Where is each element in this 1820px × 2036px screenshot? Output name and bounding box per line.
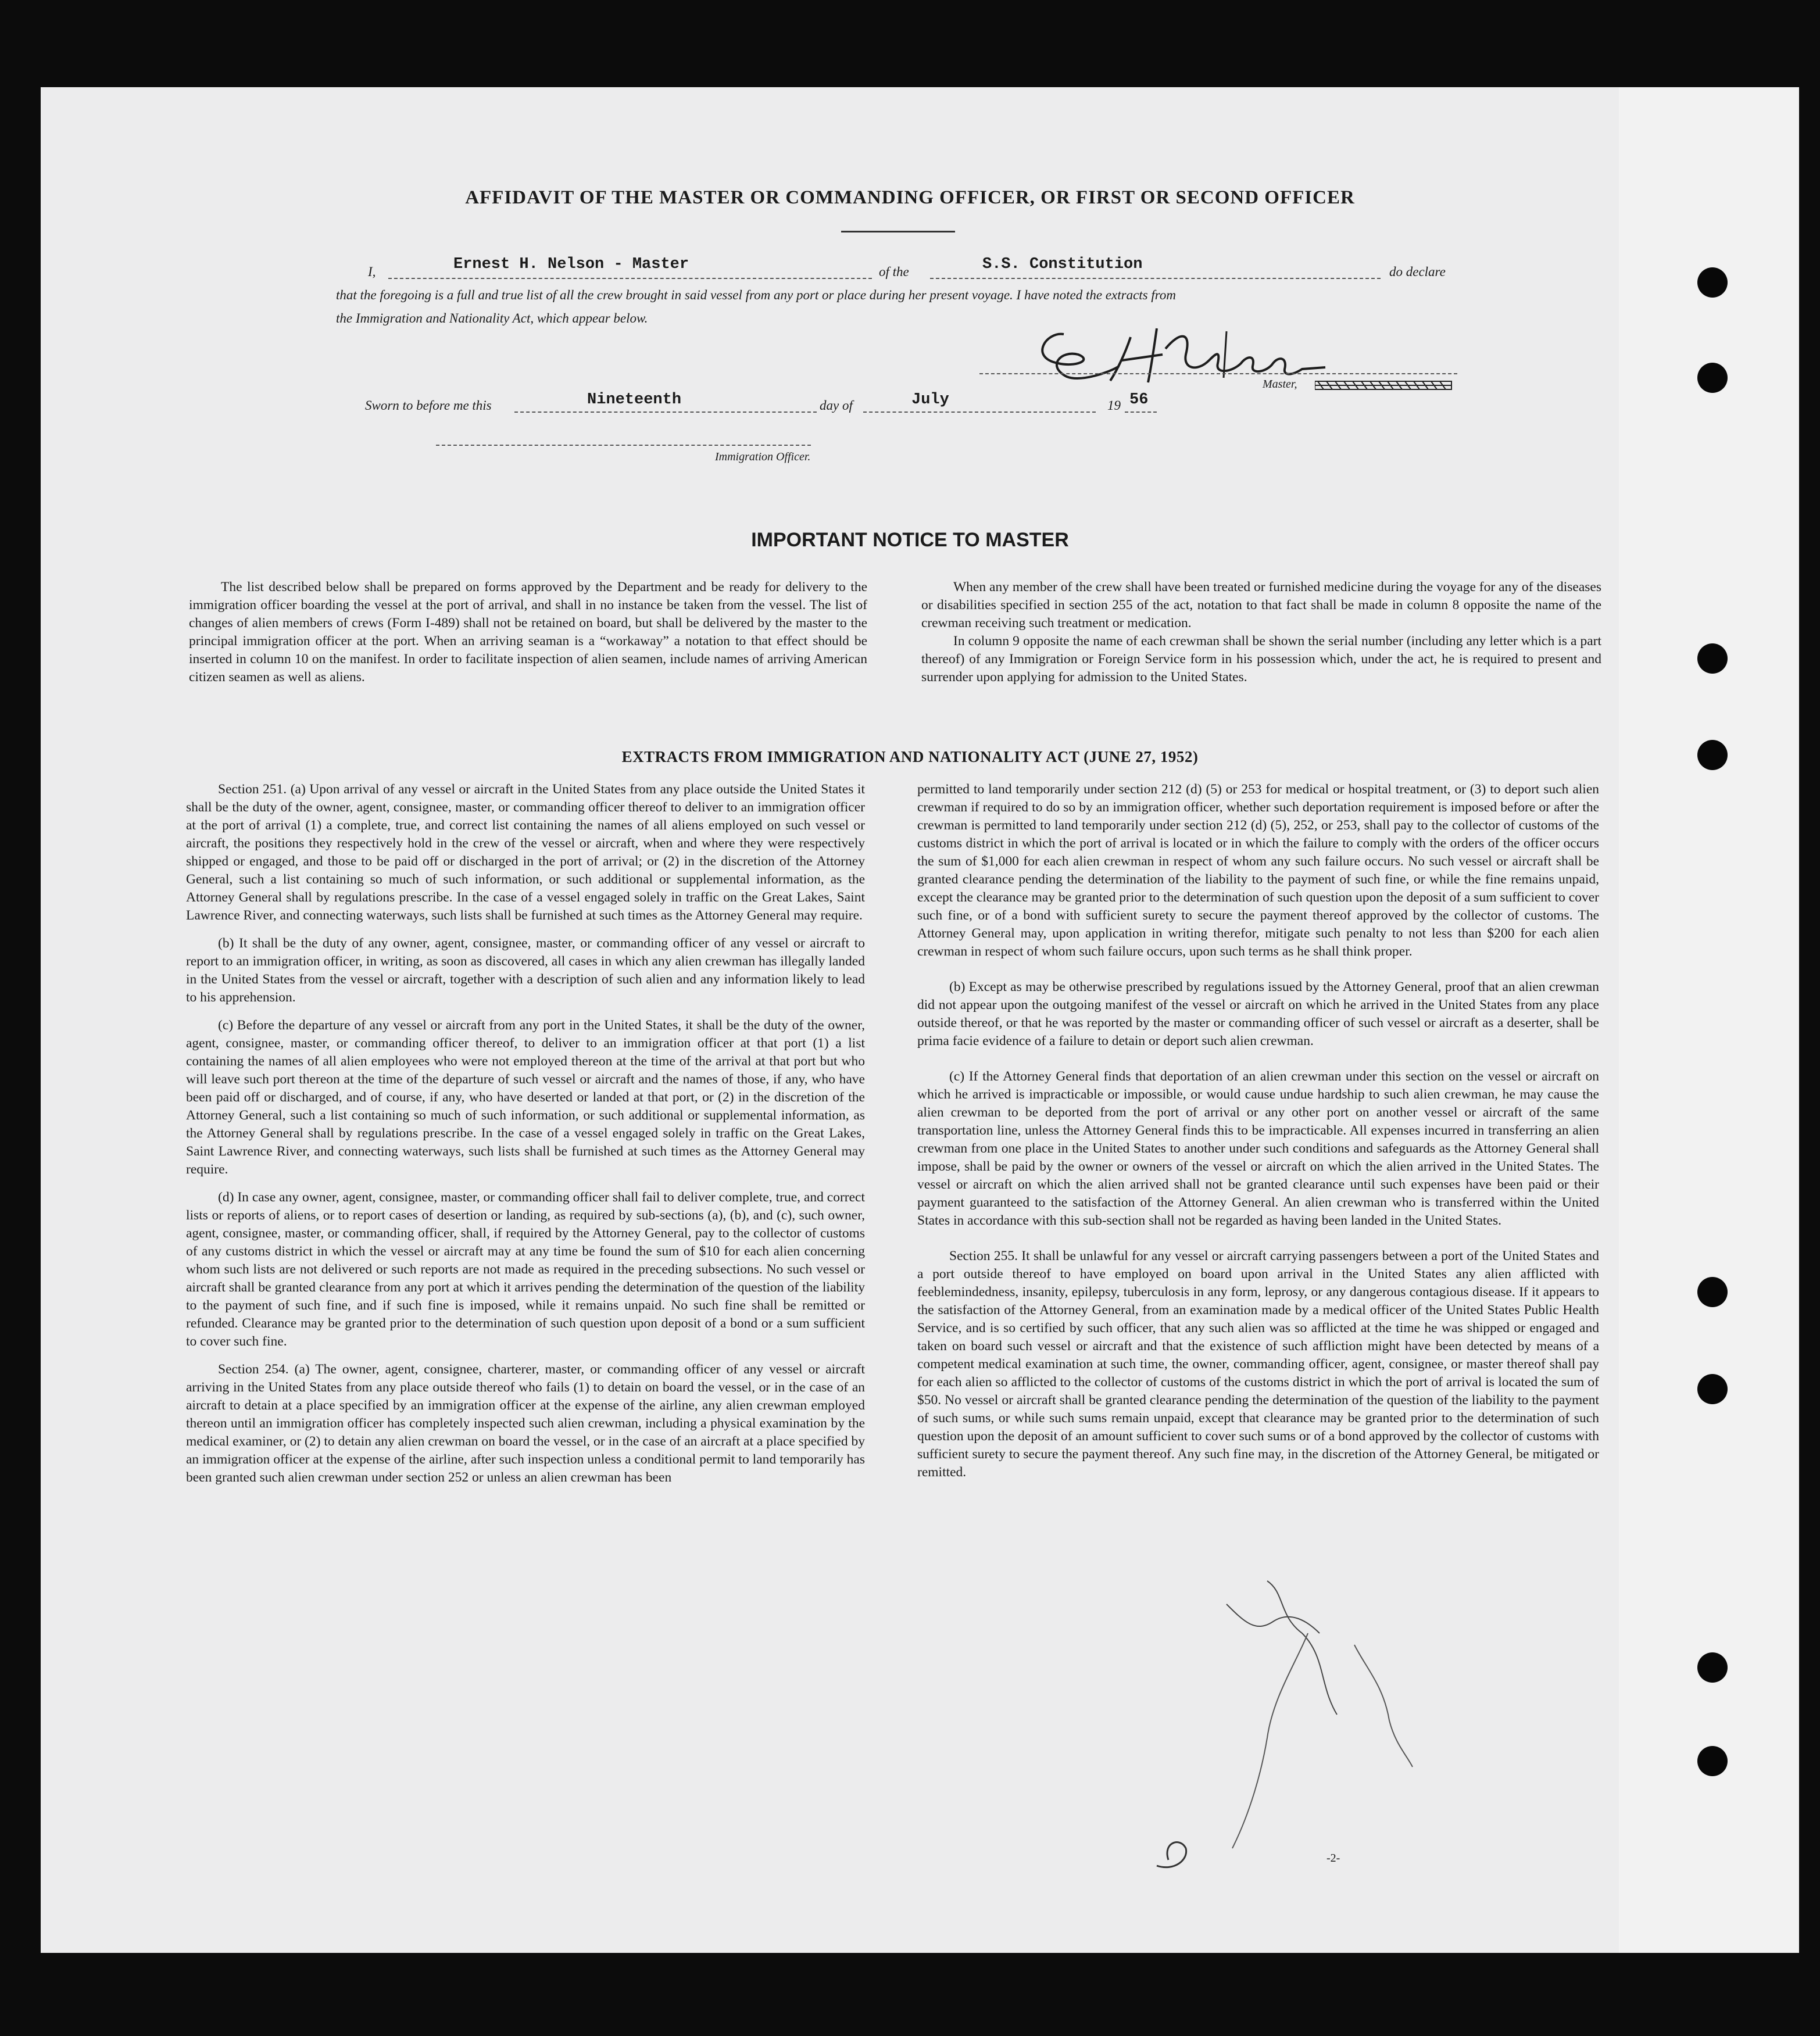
affidavit-text-line-2: the Immigration and Nationality Act, which appear below. — [336, 311, 648, 325]
page-mark: -2- — [1326, 1852, 1340, 1865]
extracts-right-column — [917, 781, 1599, 1482]
immigration-officer-label: Immigration Officer. — [715, 450, 811, 463]
signature-line — [979, 373, 1457, 374]
binder-hole — [1697, 267, 1728, 298]
extracts-title: EXTRACTS FROM IMMIGRATION AND NATIONALITY ACT (JUNE 27, 1952) — [621, 748, 1199, 765]
day-line — [514, 412, 817, 413]
day-of-label: day of — [820, 398, 853, 413]
master-label: Master, — [1263, 378, 1297, 391]
year-prefix: 19 — [1107, 398, 1121, 413]
sworn-label: Sworn to before me this — [365, 398, 492, 413]
act-section: (b) Except as may be otherwise prescribed by regulations issued by the Attorney General, proof that an alien crewman did not appear upon the outgoing manifest of the vessel or aircraft on which he arrived in the United States from any place outside thereof, or that he was reported by the master or commanding officer of such vessel or aircraft as a deserter, shall be prima facie evidence of a failure to detain or deport such alien crewman. — [917, 979, 1599, 1049]
binder-hole — [1697, 1277, 1728, 1307]
binder-hole — [1697, 363, 1728, 393]
affidavit-title: AFFIDAVIT OF THE MASTER OR COMMANDING OFFICER, OR FIRST OR SECOND OFFICER — [465, 187, 1355, 208]
binder-hole — [1697, 643, 1728, 674]
vessel-line — [930, 278, 1381, 279]
act-section: (b) It shall be the duty of any owner, agent, consignee, master, or commanding officer of any vessel or aircraft to report to an immigration officer, in writing, as soon as discovered, all cases in which any alien crewman has illegally landed in the United States from the vessel or aircraft, together with a description of such alien and any information likely to lead to his apprehension. — [186, 936, 865, 1005]
binder-hole — [1697, 1374, 1728, 1404]
notice-title: IMPORTANT NOTICE TO MASTER — [751, 529, 1069, 551]
i-label: I, — [368, 264, 376, 279]
of-the-label: of the — [879, 264, 909, 279]
month-line — [863, 412, 1096, 413]
binder-hole — [1697, 1652, 1728, 1683]
day-value: Nineteenth — [587, 391, 682, 409]
name-line — [388, 278, 872, 279]
notice-paragraph: In column 9 opposite the name of each crewman shall be shown the serial number (including any letter which is a part thereof) of any Immigration or Foreign Service form in his possession which, under the act, he is required to present and surrender upon applying for admission to the United States. — [921, 634, 1601, 685]
extracts-left-column — [186, 781, 865, 1487]
title-underline — [841, 231, 955, 232]
notice-paragraph: When any member of the crew shall have been treated or furnished medicine during the voyage for any of the diseases or disabilities specified in section 255 of the act, notation to that fact shall be made in column 8 opposite the name of the crewman receiving such treatment or medication. — [921, 579, 1601, 631]
act-section: (c) Before the departure of any vessel or aircraft from any port in the United States, it shall be the duty of the owner, agent, consignee, master, or commanding officer thereof, to deliver to an immigration officer at that port (1) a list containing the names of all alien employees who were not employed thereon at the time of the arrival at that port but who will leave such port thereon at the time of the departure of such vessel or aircraft and the names of those, if any, who have been paid off or discharged, and of course, if any, who have deserted or landed at that port, or (2) in the discretion of the Attorney General, such a list containing so much of such information, or such additional or supplemental information, as the Attorney General shall by regulations prescribe. In the case of a vessel engaged solely in traffic on the Great Lakes, Saint Lawrence River, and connecting waterways, such lists shall be furnished at such times as the Attorney General may require. — [186, 1018, 865, 1177]
notice-right-column — [921, 578, 1601, 686]
month-value: July — [911, 391, 949, 409]
officer-signature-line — [436, 445, 811, 446]
act-section: (d) In case any owner, agent, consignee, master, or commanding officer shall fail to deliver complete, true, and correct lists or reports of aliens, or to report cases of desertion or landing, as required by sub-sections (a), (b), and (c), such owner, agent, consignee, master, or commanding officer, shall, if required by the Attorney General, pay to the collector of customs of any customs district in which the vessel or aircraft may at any time be found the sum of $10 for each alien concerning whom such lists are not delivered or such reports are not made as required in the preceding subsections. No such vessel or aircraft shall be granted clearance from any port at which it arrives pending the determination of the question of the liability to the payment of such fine, and if such fine is imposed, while it remains unpaid. No such fine shall be remitted or refunded. Clearance may be granted prior to the determination of such question upon deposit of a bond or a sum sufficient to cover such fine. — [186, 1190, 865, 1349]
act-section: permitted to land temporarily under section 212 (d) (5) or 253 for medical or hospital treatment, or (3) to deport such alien crewman if required to do so by an immigration officer, whether such deportation requirement is imposed before or after the crewman is permitted to land temporarily under section 212 (d) (5), 252, or 253, shall pay to the collector of customs of the customs district in which the port of arrival is located or in which the failure to comply with the orders of the officer occurs the sum of $1,000 for each alien crewman in respect of whom any such failure occurs. No such vessel or aircraft shall be granted clearance pending the determination of the liability to the payment of such fine, or while the fine remains unpaid, except the clearance may be granted prior to the determination of such question upon the deposit of a sum sufficient to cover such fine, or of a bond with sufficient surety to secure the payment thereof approved by the collector of customs. The Attorney General may, upon application in writing therefor, mitigate such penalty to not less than $200 for each alien crewman in respect of whom such failure occurs, upon such terms as he shall think proper. — [917, 782, 1599, 959]
struck-out-text — [1315, 379, 1454, 393]
act-section: (c) If the Attorney General finds that deportation of an alien crewman under this section on the vessel or aircraft on which he arrived is impracticable or impossible, or would cause undue hardship to such alien crewman, he may cause the alien crewman to be deported from the port of arrival or any other port on another vessel or aircraft of the same transportation line, unless the Attorney General finds this to be impracticable. All expenses incurred in transferring an alien crewman from one place in the United States to another under such conditions and safeguards as the Attorney General shall impose, shall be paid by the owner or owners of the vessel or aircraft on which the alien arrived in the United States. The vessel or aircraft on which the alien arrived shall not be granted clearance until such expenses have been paid or their payment guaranteed to the satisfaction of the Attorney General. An alien crewman who is transferred within the United States in accordance with this sub-section shall not be regarded as having been landed in the United States. — [917, 1069, 1599, 1228]
do-declare-label: do declare — [1389, 264, 1446, 279]
affidavit-text-line-1: that the foregoing is a full and true list of all the crew brought in said vessel from any port or place during her present voyage. I have noted the extracts from — [336, 288, 1176, 302]
vessel-name: S.S. Constitution — [982, 256, 1143, 273]
act-section: Section 255. It shall be unlawful for any vessel or aircraft carrying passengers between a port of the United States and a port outside thereof to have employed on board upon arrival in the United States any alien afflicted with feeblemindedness, insanity, epilepsy, tuberculosis in any form, leprosy, or any dangerous contagious disease. If it appears to the satisfaction of the Attorney General, from an examination made by a medical officer of the United States Public Health Service, and is so certified by such officer, that any such alien was so afflicted at the time he was shipped or engaged and taken on board such vessel or aircraft and that the existence of such affliction might have been detected by means of a competent medical examination at such time, the owner, commanding officer, agent, consignee, or master thereof shall pay for each alien so afflicted to the collector of customs of the customs district in which the port of arrival is located the sum of $50. No vessel or aircraft shall be granted clearance pending the determination of the question of the liability to the payment of such sums, or while such sums remain unpaid, except that clearance may be granted prior to the determination of such question upon the deposit of an amount sufficient to cover such sums or of a bond approved by the collector of customs with sufficient surety to secure the payment thereof. Any such fine may, in the discretion of the Attorney General, be mitigated or remitted. — [917, 1248, 1599, 1480]
year-value: 56 — [1129, 391, 1149, 409]
master-name: Ernest H. Nelson - Master — [453, 256, 689, 273]
year-line — [1125, 412, 1157, 413]
act-section: Section 254. (a) The owner, agent, consignee, charterer, master, or commanding officer of any vessel or aircraft arriving in the United States from any place outside thereof who fails (1) to detain on board the vessel, or in the case of an aircraft to detain at a place specified by an immigration officer at the expense of the airline, any alien crewman employed thereon until an immigration officer has completely inspected such alien crewman, including a physical examination by the medical examiner, or (2) to detain any alien crewman on board the vessel, or in the case of an aircraft at a place specified by an immigration officer at the expense of the airline, after such inspection unless a conditional permit to land temporarily has been granted such alien crewman under section 252 or unless an alien crewman has been — [186, 1362, 865, 1485]
binder-hole — [1697, 1746, 1728, 1776]
notice-paragraph: The list described below shall be prepared on forms approved by the Department and be ready for delivery to the immigration officer boarding the vessel at the port of arrival, and shall in no instance be taken from the vessel. The list of changes of alien members of crews (Form I-489) shall not be retained on board, but shall be delivered by the master to the principal immigration officer at the port. When an arriving seaman is a “workaway” a notation to that effect should be inserted in column 10 on the manifest. In order to facilitate inspection of alien seamen, include names of arriving American citizen seamen as well as aliens. — [189, 579, 867, 685]
act-section: Section 251. (a) Upon arrival of any vessel or aircraft in the United States from any place outside the United States it shall be the duty of the owner, agent, consignee, master, or commanding officer thereof to deliver to an immigration officer at the port of arrival (1) a complete, true, and correct list containing the names of all aliens employed on such vessel or aircraft, the positions they respectively hold in the crew of the vessel or aircraft, when and where they were respectively shipped or engaged, and those to be paid off or discharged in the port of arrival; or (2) in the discretion of the Attorney General, such a list containing so much of such information, or such additional or supplemental information, as the Attorney General shall by regulations prescribe. In the case of a vessel engaged solely in traffic on the Great Lakes, Saint Lawrence River, and connecting waterways, such lists shall be furnished at such times as the Attorney General may require. — [186, 782, 865, 923]
stray-pen-marks — [1134, 1569, 1482, 1895]
notice-left-column — [189, 578, 867, 686]
